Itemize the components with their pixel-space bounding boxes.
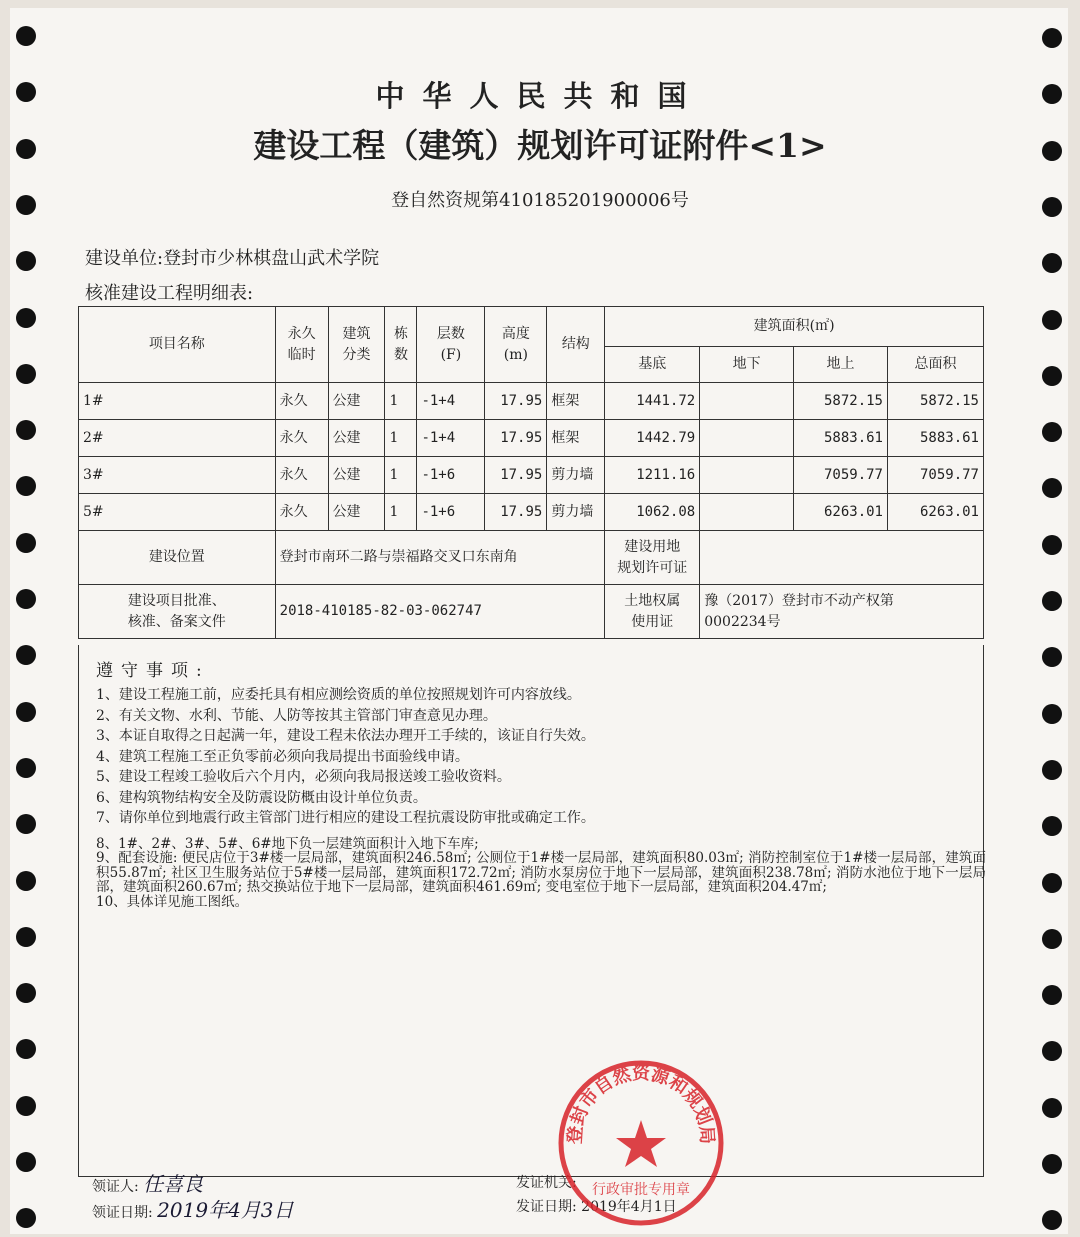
- row-name: 2#: [79, 420, 276, 457]
- feed-hole: [16, 983, 36, 1003]
- project-detail-table: [78, 306, 984, 639]
- land-permit-label: [605, 531, 700, 585]
- row-base: 1441.72: [605, 383, 700, 420]
- land-right-value-2: 0002234号: [704, 613, 781, 630]
- row-underground: [700, 494, 794, 531]
- country-title: 中华人民共和国: [375, 79, 705, 113]
- feed-hole: [1042, 929, 1062, 949]
- row-height: 17.95: [485, 420, 547, 457]
- feed-hole: [16, 364, 36, 384]
- header-category: [328, 307, 385, 383]
- approval-label-2: 核准、备案文件: [127, 613, 226, 630]
- header-count-bottom: 数: [393, 346, 408, 363]
- document-title: 建设工程（建筑）规划许可证附件<1>: [253, 126, 827, 165]
- feed-hole: [16, 814, 36, 834]
- feed-hole: [1042, 647, 1062, 667]
- header-base: 基底: [605, 347, 700, 383]
- feed-hole: [16, 26, 36, 46]
- feed-hole: [16, 1039, 36, 1059]
- row-permanent: 永久: [275, 457, 328, 494]
- feed-hole: [1042, 28, 1062, 48]
- row-above: 5872.15: [794, 383, 888, 420]
- feed-hole: [16, 251, 36, 271]
- receiver-line: [92, 1168, 203, 1197]
- row-count: 1: [385, 494, 417, 531]
- location-label: 建设位置: [79, 531, 276, 585]
- row-count: 1: [385, 457, 417, 494]
- feed-hole: [1042, 310, 1062, 330]
- feed-hole: [16, 1208, 36, 1228]
- feed-hole: [16, 420, 36, 440]
- feed-hole: [1042, 253, 1062, 273]
- row-underground: [700, 457, 794, 494]
- land-right-label-1: 土地权属: [624, 592, 681, 609]
- issuer-label: 发证机关:: [516, 1175, 577, 1191]
- header-area-group: 建筑面积(㎡): [605, 307, 984, 347]
- table-row: [79, 420, 984, 457]
- feed-hole: [1042, 535, 1062, 555]
- feed-hole: [1042, 1210, 1062, 1230]
- feed-hole: [1042, 985, 1062, 1005]
- note-item: 3、本证自取得之日起满一年，建设工程未依法办理开工手续的，该证自行失效。: [96, 728, 595, 744]
- header-category-bottom: 分类: [342, 346, 371, 363]
- receive-date-line: [92, 1194, 294, 1223]
- seal-outer-text: 登封市自然资源和规划局: [564, 1063, 718, 1145]
- row-name: 1#: [79, 383, 276, 420]
- row-structure: 剪力墙: [547, 494, 605, 531]
- row-base: 1062.08: [605, 494, 700, 531]
- header-category-top: 建筑: [342, 325, 371, 342]
- receive-date-label: 领证日期:: [92, 1205, 153, 1221]
- table-row: [79, 494, 984, 531]
- table-row: [79, 383, 984, 420]
- row-above: 5883.61: [794, 420, 888, 457]
- feed-hole: [16, 871, 36, 891]
- row-category: 公建: [328, 457, 385, 494]
- feed-hole: [16, 308, 36, 328]
- permit-number: 登自然资规第410185201900006号: [391, 190, 689, 211]
- feed-hole: [16, 645, 36, 665]
- feed-hole: [16, 758, 36, 778]
- extra-note: 8、1#、2#、3#、5#、6#地下负一层建筑面积计入地下车库;: [96, 835, 479, 852]
- row-total: 5883.61: [888, 420, 984, 457]
- note-item: 6、建构筑物结构安全及防震设防概由设计单位负责。: [96, 789, 427, 806]
- feed-hole: [16, 1152, 36, 1172]
- header-name: 项目名称: [79, 307, 276, 383]
- row-structure: 框架: [547, 383, 605, 420]
- issue-date-label: 发证日期:: [516, 1199, 577, 1215]
- header-floors-bottom: (F): [440, 346, 462, 363]
- note-item: 5、建设工程竣工验收后六个月内，必须向我局报送竣工验收资料。: [96, 769, 511, 785]
- row-floors: -1+4: [417, 383, 485, 420]
- feed-hole: [1042, 1098, 1062, 1118]
- header-above: 地上: [794, 347, 888, 383]
- approval-value: 2018-410185-82-03-062747: [275, 585, 605, 639]
- receive-date-handwritten: 2019年4月3日: [157, 1198, 294, 1222]
- row-above: 7059.77: [794, 457, 888, 494]
- applicant-value: 登封市少林棋盘山武术学院: [163, 248, 380, 269]
- land-right-value: [700, 585, 984, 639]
- feed-hole: [1042, 704, 1062, 724]
- header-permanent-bottom: 临时: [287, 346, 316, 363]
- row-permanent: 永久: [275, 494, 328, 531]
- receiver-signature: 任喜良: [143, 1172, 204, 1196]
- location-row: [79, 531, 984, 585]
- land-permit-label-1: 建设用地: [624, 538, 681, 555]
- feed-hole: [1042, 816, 1062, 836]
- header-count: [385, 307, 417, 383]
- row-name: 3#: [79, 457, 276, 494]
- header-underground: 地下: [700, 347, 794, 383]
- location-value: 登封市南环二路与崇福路交叉口东南角: [275, 531, 605, 585]
- row-count: 1: [385, 420, 417, 457]
- header-height: [485, 307, 547, 383]
- feed-hole: [16, 533, 36, 553]
- header-floors: [417, 307, 485, 383]
- approval-label-1: 建设项目批准、: [127, 592, 226, 609]
- feed-hole: [1042, 873, 1062, 893]
- row-count: 1: [385, 383, 417, 420]
- row-underground: [700, 420, 794, 457]
- feed-hole: [16, 589, 36, 609]
- header-permanent-top: 永久: [287, 325, 316, 342]
- note-item: 4、建筑工程施工至正负零前必须向我局提出书面验线申请。: [96, 748, 469, 765]
- note-item: 1、建设工程施工前，应委托具有相应测绘资质的单位按照规划许可内容放线。: [96, 687, 581, 703]
- feed-hole: [1042, 478, 1062, 498]
- land-permit-label-2: 规划许可证: [617, 559, 688, 576]
- row-structure: 框架: [547, 420, 605, 457]
- extra-note: 9、配套设施: 便民店位于3#楼一层局部，建筑面积246.58㎡; 公厕位于1#楼一层局部，建筑面积80.03㎡; 消防控制室位于1#楼一层局部，建筑面积55.87㎡; 社区卫生服务站位于5#楼一层局部，建筑面积172.72㎡; 消防水泵房位于地下一层局部，建筑面积238.78㎡; 消防水池位于地下一层局部，建筑面积260.67㎡; 热交换站位于地下一层局部，建筑面积461.69㎡; 变电室位于地下一层局部，建筑面积204.47㎡;: [96, 850, 986, 895]
- row-category: 公建: [328, 494, 385, 531]
- header-height-top: 高度: [501, 325, 530, 342]
- header-height-bottom: (m): [503, 346, 528, 363]
- row-name: 5#: [79, 494, 276, 531]
- table-caption: 核准建设工程明细表:: [85, 283, 254, 304]
- header-permanent: [275, 307, 328, 383]
- feed-hole: [1042, 760, 1062, 780]
- note-item: 2、有关文物、水利、节能、人防等按其主管部门审查意见办理。: [96, 707, 497, 724]
- header-total: 总面积: [888, 347, 984, 383]
- applicant-line: [85, 244, 379, 270]
- header-structure: 结构: [547, 307, 605, 383]
- row-total: 7059.77: [888, 457, 984, 494]
- approval-row: [79, 585, 984, 639]
- land-permit-value: [700, 531, 984, 585]
- notes-section: [96, 656, 986, 909]
- seal-inner-text: 行政审批专用章: [592, 1182, 690, 1198]
- notes-title: 遵守事项:: [96, 661, 210, 681]
- note-item: 7、请你单位到地震行政主管部门进行相应的建设工程抗震设防审批或确定工作。: [96, 810, 595, 826]
- row-total: 5872.15: [888, 383, 984, 420]
- land-right-label: [605, 585, 700, 639]
- row-floors: -1+6: [417, 494, 485, 531]
- row-base: 1442.79: [605, 420, 700, 457]
- approval-label: [79, 585, 276, 639]
- receiver-label: 领证人:: [92, 1179, 139, 1195]
- table-row: [79, 457, 984, 494]
- official-seal-icon: [556, 1058, 726, 1228]
- feed-hole: [1042, 1154, 1062, 1174]
- row-permanent: 永久: [275, 383, 328, 420]
- row-total: 6263.01: [888, 494, 984, 531]
- feed-hole: [16, 476, 36, 496]
- header-row-1: [79, 307, 984, 347]
- row-category: 公建: [328, 420, 385, 457]
- feed-hole: [1042, 366, 1062, 386]
- issue-date-value: 2019年4月1日: [581, 1199, 677, 1215]
- feed-hole: [16, 702, 36, 722]
- row-height: 17.95: [485, 383, 547, 420]
- row-height: 17.95: [485, 494, 547, 531]
- extra-note: 10、具体详见施工图纸。: [96, 893, 249, 910]
- seal-star: [616, 1120, 666, 1167]
- row-underground: [700, 383, 794, 420]
- feed-hole: [1042, 1041, 1062, 1061]
- row-category: 公建: [328, 383, 385, 420]
- feed-hole: [1042, 591, 1062, 611]
- row-structure: 剪力墙: [547, 457, 605, 494]
- applicant-label: 建设单位:: [85, 248, 164, 269]
- feed-hole: [16, 1096, 36, 1116]
- row-above: 6263.01: [794, 494, 888, 531]
- row-height: 17.95: [485, 457, 547, 494]
- supplementary-notes: [96, 837, 986, 910]
- feed-hole: [16, 927, 36, 947]
- land-right-label-2: 使用证: [631, 613, 674, 630]
- row-base: 1211.16: [605, 457, 700, 494]
- row-floors: -1+4: [417, 420, 485, 457]
- feed-hole: [1042, 422, 1062, 442]
- header-floors-top: 层数: [436, 325, 465, 342]
- row-floors: -1+6: [417, 457, 485, 494]
- row-permanent: 永久: [275, 420, 328, 457]
- land-right-value-1: 豫（2017）登封市不动产权第: [704, 592, 894, 609]
- header-count-top: 栋: [393, 325, 408, 342]
